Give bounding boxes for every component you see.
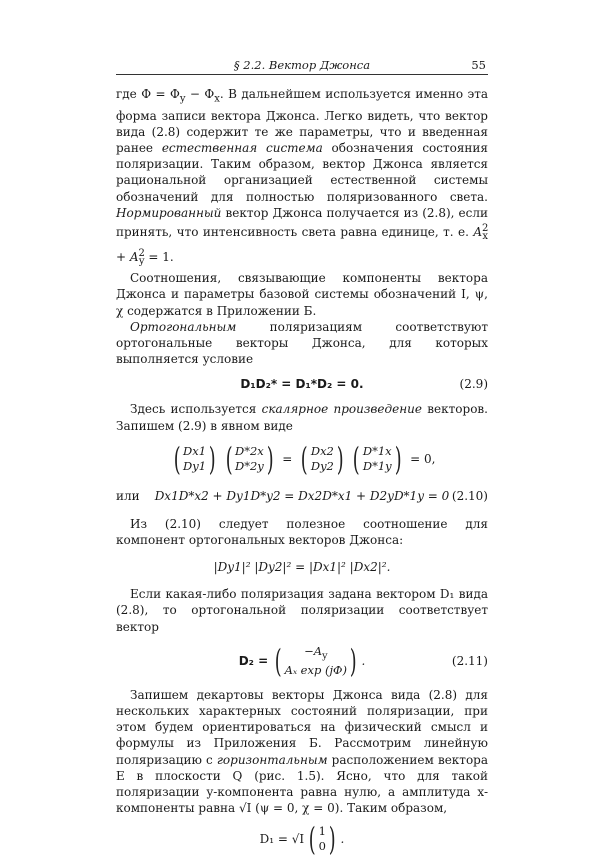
equation-abs [116,548,488,586]
paragraph-6: Если какая-либо поляризация задана вектором D₁ вида (2.8), то ортогональной поляризации соответствует вектор [116,587,488,634]
matrix-3: ( Dx2 Dy2 ) [301,439,344,478]
equation-number-2-11: (2.11) [451,653,488,668]
equation-2-9 [116,367,488,401]
equation-final: D₁ = √I ( 1 0 ) . [259,820,345,859]
section-title: § 2.2. Вектор Джонса [233,58,371,72]
paragraph-5: Из (2.10) следует полезное соотношение для компонент ортогональных векторов Джонса: [116,516,488,548]
matrix-2: ( D*2x D*2y ) [225,439,274,478]
equation-tail: = 0, [410,451,436,466]
paragraph-4: Здесь используется скалярное произведение векторов. Запишем (2.9) в явном виде [116,402,488,433]
paragraph-3: Ортогональным поляризациям соответствуют ортогональные векторы Джонса, для которых выполняется условие [116,319,488,367]
word-ili: или [116,488,140,503]
equation-number-2-10: (2.10) [451,488,488,503]
equals-sign: = [282,451,293,466]
equation-2-11: D₂ = ( $-A_y$ Aₓ exp (jΦ) ) . (2.11) [238,641,488,680]
matrix-2-11: ( $-A_y$ Aₓ exp (jΦ) ) [274,641,357,680]
paragraph-7: Запишем декартовы векторы Джонса вида (2.8) для нескольких характерных состояний поляризации, при этом будем ориентироваться на физический смысл и формулы из Приложения Б. Рассмотрим линейную поляризацию с горизонтальным расположением вектора E в плоскости Q (рис. 1.5). Ясно, что для такой поляризации y-компонента равна нулю, а амплитуда x-компоненты равна √I (ψ = 0, χ = 0). Таким образом, [116,687,489,816]
running-header [116,56,488,75]
equation-matrix [116,434,488,484]
page-body [116,86,488,862]
paragraph-1: где $\Phi = \Phi_y - \Phi_x$. В дальнейшем используется именно эта форма записи вектора Джонса. Легко видеть, что вектор вида (2.8) содержит те же параметры, что и введенная ранее естественная система обозначения состояния поляризации. Таким образом, вектор Джонса является рациональной организацией естественной системы обозначений для полностью поляризованного света. Нормированный вектор Джонса получается из (2.8), если принять, что интенсивность света равна единице, т. е. $A^2_x + A^2_y = 1$. [116,87,489,267]
equation-2-10-body: Dx1D*x2 + Dy1D*y2 = Dx2D*x1 + D2yD*1y = 0 [154,488,450,503]
equation-number-2-9: (2.9) [459,377,488,392]
equation-2-10 [116,484,488,508]
paragraph-2: Соотношения, связывающие компоненты вектора Джонса и параметры базовой системы обозначений I, ψ, χ содержатся в Приложении Б. [116,271,488,318]
matrix-final: ( 1 0 ) [308,820,336,859]
page-number: 55 [471,58,486,72]
equation-2-11-lhs: D₂ = [238,653,269,668]
matrix-1: ( Dx1 Dy1 ) [173,439,216,478]
equation-2-9-body: D₁D₂* = D₁*D₂ = 0. [240,377,364,392]
equation-abs-body: |Dy1|² |Dy2|² = |Dx1|² |Dx2|². [213,560,391,575]
equation-final-lhs: D₁ = √I [259,832,305,847]
matrix-4: ( D*1x D*1y ) [353,439,402,478]
